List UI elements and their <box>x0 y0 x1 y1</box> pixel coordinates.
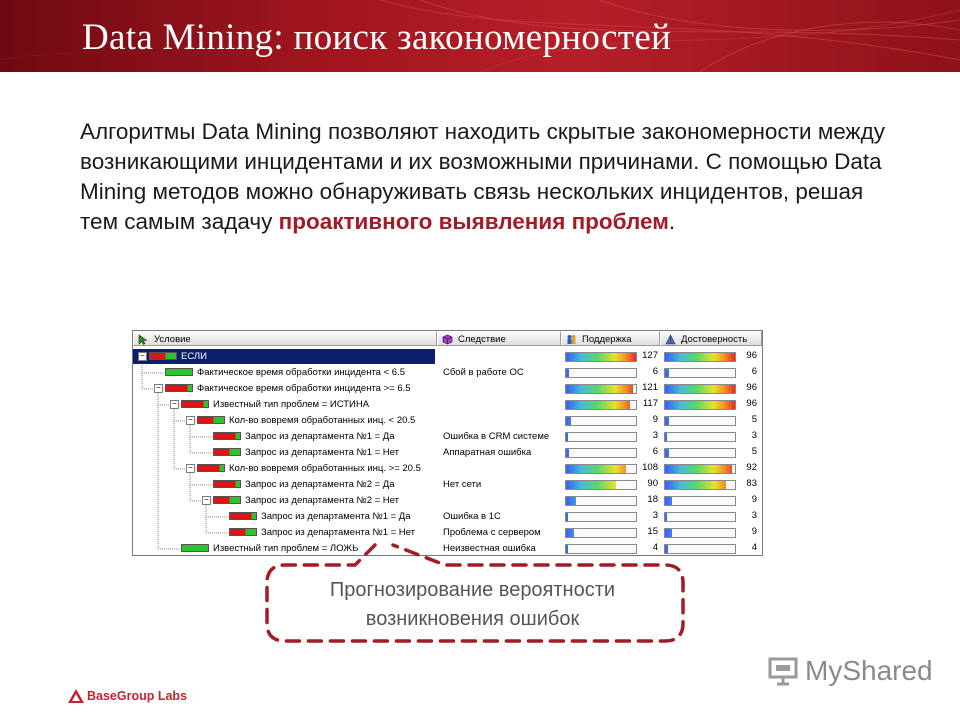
people-icon <box>566 334 577 345</box>
support-bar-fill <box>566 353 636 361</box>
collapse-toggle-icon[interactable]: − <box>170 400 179 409</box>
node-class-bar <box>165 368 193 376</box>
confidence-cell <box>662 510 759 522</box>
myshared-text: MyShared <box>805 655 933 686</box>
confidence-value: 3 <box>751 510 757 521</box>
condition-label: Запрос из департамента №1 = Да <box>261 511 411 522</box>
confidence-bar <box>664 416 736 426</box>
collapse-toggle-icon[interactable]: − <box>138 352 147 361</box>
node-class-bar <box>181 400 209 408</box>
node-class-bar <box>213 432 241 440</box>
myshared-watermark <box>768 652 933 692</box>
confidence-bar <box>664 368 736 378</box>
node-class-bar <box>149 352 177 360</box>
confidence-cell <box>662 366 759 378</box>
consequence-cell: Проблема с сервером <box>443 527 541 538</box>
support-bar <box>565 496 637 506</box>
condition-label: Кол-во вовремя обработанных инц. < 20.5 <box>229 415 416 426</box>
support-cell <box>563 366 660 378</box>
condition-cell[interactable] <box>133 381 435 396</box>
column-label-confidence: Достоверность <box>681 334 748 345</box>
consequence-cell: Сбой в работе ОС <box>443 367 524 378</box>
confidence-bar-fill <box>665 513 667 521</box>
support-value: 18 <box>647 494 658 505</box>
condition-cell[interactable] <box>133 509 435 524</box>
callout-text: Прогнозирование вероятности возникновения ошибок <box>329 579 616 630</box>
support-cell <box>563 414 660 426</box>
table-row[interactable] <box>133 380 762 396</box>
support-bar-fill <box>566 449 569 457</box>
confidence-cell <box>662 478 759 490</box>
support-bar <box>565 368 637 378</box>
support-bar-fill <box>566 481 616 489</box>
confidence-value: 96 <box>746 398 757 409</box>
confidence-cell <box>662 398 759 410</box>
support-bar-fill <box>566 385 633 393</box>
pyramid-icon <box>665 334 676 345</box>
presentation-screen-icon <box>768 656 802 686</box>
confidence-bar-fill <box>665 353 735 361</box>
confidence-bar-fill <box>665 385 735 393</box>
support-bar <box>565 432 637 442</box>
condition-label: Запрос из департамента №1 = Нет <box>261 527 415 538</box>
confidence-bar <box>664 480 736 490</box>
support-cell <box>563 350 660 362</box>
confidence-value: 96 <box>746 382 757 393</box>
consequence-cell: Ошибка в 1С <box>443 511 501 522</box>
node-class-bar <box>197 464 225 472</box>
intro-text: Алгоритмы Data Mining позволяют находить скрытые закономерности между возникающими инцидентами и их возможными причинами. С помощью Data Mining методов можно обнаруживать связь нескольких инцидентов, решая тем самым задачу <box>80 119 885 234</box>
condition-cell[interactable] <box>133 445 435 460</box>
support-value: 127 <box>642 350 658 361</box>
condition-cell[interactable] <box>133 477 435 492</box>
node-class-bar <box>229 512 257 520</box>
condition-cell[interactable] <box>133 365 435 380</box>
footer-logo-text: BaseGroup Labs <box>87 689 188 703</box>
title-banner <box>0 0 960 72</box>
support-bar <box>565 448 637 458</box>
condition-label: Фактическое время обработки инцидента >= 6.5 <box>197 383 411 394</box>
column-label-consequence: Следствие <box>458 334 506 345</box>
consequence-cell <box>443 397 561 412</box>
table-row[interactable] <box>133 460 762 476</box>
table-row[interactable] <box>133 412 762 428</box>
support-value: 3 <box>652 430 658 441</box>
support-value: 117 <box>642 398 658 409</box>
consequence-cell <box>443 493 561 508</box>
condition-label: Запрос из департамента №1 = Нет <box>245 447 399 458</box>
slide-title: Data Mining: поиск закономерностей <box>82 17 672 58</box>
collapse-toggle-icon[interactable]: − <box>154 384 163 393</box>
collapse-toggle-icon[interactable]: − <box>202 496 211 505</box>
support-bar-fill <box>566 433 568 441</box>
support-bar <box>565 416 637 426</box>
support-value: 6 <box>652 366 658 377</box>
confidence-cell <box>662 430 759 442</box>
confidence-bar-fill <box>665 401 735 409</box>
support-value: 6 <box>652 446 658 457</box>
condition-cell[interactable] <box>133 349 435 364</box>
confidence-bar <box>664 384 736 394</box>
table-row[interactable] <box>133 428 762 444</box>
condition-label: Запрос из департамента №1 = Да <box>245 431 395 442</box>
consequence-cell: Неизвестная ошибка <box>443 543 536 554</box>
support-cell <box>563 382 660 394</box>
intro-highlight: проактивного выявления проблем <box>278 209 669 234</box>
confidence-bar <box>664 512 736 522</box>
condition-label: Запрос из департамента №2 = Нет <box>245 495 399 506</box>
consequence-cell <box>443 381 561 396</box>
table-row[interactable] <box>133 476 762 492</box>
cube-icon <box>442 334 453 345</box>
table-row[interactable] <box>133 508 762 524</box>
confidence-bar-fill <box>665 417 669 425</box>
support-value: 108 <box>642 462 658 473</box>
column-header-consequence[interactable] <box>437 331 561 346</box>
table-header <box>133 331 762 348</box>
confidence-cell <box>662 462 759 474</box>
support-cell <box>563 494 660 506</box>
node-class-bar <box>229 528 257 536</box>
consequence-cell <box>443 461 561 476</box>
support-bar-fill <box>566 369 569 377</box>
support-bar-fill <box>566 513 568 521</box>
confidence-cell <box>662 414 759 426</box>
confidence-cell <box>662 350 759 362</box>
condition-cell[interactable] <box>133 461 435 476</box>
consequence-cell <box>443 349 561 364</box>
support-cell <box>563 446 660 458</box>
column-header-condition[interactable] <box>133 331 437 346</box>
condition-cell[interactable] <box>133 493 435 508</box>
condition-label: Известный тип проблем = ИСТИНА <box>213 399 370 410</box>
support-bar-fill <box>566 401 630 409</box>
consequence-cell: Нет сети <box>443 479 482 490</box>
column-header-confidence[interactable] <box>660 331 762 346</box>
column-header-support[interactable] <box>561 331 660 346</box>
column-label-support: Поддержка <box>582 334 632 345</box>
support-bar <box>565 480 637 490</box>
condition-cell[interactable] <box>133 397 435 412</box>
confidence-value: 92 <box>746 462 757 473</box>
table-row[interactable] <box>133 396 762 412</box>
support-value: 4 <box>652 542 658 553</box>
confidence-bar <box>664 464 736 474</box>
collapse-toggle-icon[interactable]: − <box>186 464 195 473</box>
intro-end: . <box>668 209 676 234</box>
support-bar-fill <box>566 465 626 473</box>
confidence-value: 5 <box>751 414 757 425</box>
condition-label: Фактическое время обработки инцидента < 6.5 <box>197 367 406 378</box>
support-bar <box>565 400 637 410</box>
table-body <box>133 348 762 555</box>
support-value: 9 <box>652 414 658 425</box>
support-cell <box>563 462 660 474</box>
confidence-cell <box>662 494 759 506</box>
collapse-toggle-icon[interactable]: − <box>186 416 195 425</box>
condition-label: Кол-во вовремя обработанных инц. >= 20.5 <box>229 463 421 474</box>
consequence-cell <box>443 413 561 428</box>
cursor-arrow-icon <box>138 334 149 345</box>
support-cell <box>563 430 660 442</box>
confidence-value: 3 <box>751 430 757 441</box>
confidence-cell <box>662 446 759 458</box>
confidence-bar-fill <box>665 369 669 377</box>
confidence-bar <box>664 352 736 362</box>
support-bar-fill <box>566 497 576 505</box>
support-bar <box>565 464 637 474</box>
support-cell <box>563 510 660 522</box>
condition-label: Запрос из департамента №2 = Да <box>245 479 395 490</box>
confidence-value: 96 <box>746 350 757 361</box>
confidence-bar <box>664 432 736 442</box>
table-row[interactable] <box>133 444 762 460</box>
support-cell <box>563 398 660 410</box>
decision-tree-table <box>132 330 763 556</box>
confidence-bar <box>664 496 736 506</box>
confidence-bar-fill <box>665 433 667 441</box>
node-class-bar <box>181 544 209 552</box>
support-value: 3 <box>652 510 658 521</box>
confidence-bar <box>664 400 736 410</box>
support-value: 121 <box>642 382 658 393</box>
table-row[interactable] <box>133 348 762 364</box>
table-row[interactable] <box>133 492 762 508</box>
support-bar-fill <box>566 417 571 425</box>
triangle-logo-icon <box>68 689 84 703</box>
confidence-value: 83 <box>746 478 757 489</box>
support-bar <box>565 384 637 394</box>
confidence-value: 5 <box>751 446 757 457</box>
condition-label: ЕСЛИ <box>181 351 207 362</box>
table-row[interactable] <box>133 364 762 380</box>
confidence-value: 4 <box>751 542 757 553</box>
node-class-bar <box>165 384 193 392</box>
node-class-bar <box>213 480 241 488</box>
confidence-bar-fill <box>665 465 732 473</box>
column-label-condition: Условие <box>154 334 191 345</box>
confidence-value: 9 <box>751 494 757 505</box>
confidence-bar-fill <box>665 497 672 505</box>
node-class-bar <box>197 416 225 424</box>
confidence-bar <box>664 448 736 458</box>
confidence-cell <box>662 382 759 394</box>
confidence-value: 6 <box>751 366 757 377</box>
condition-label: Известный тип проблем = ЛОЖЬ <box>213 543 359 554</box>
confidence-bar-fill <box>665 449 669 457</box>
consequence-cell: Аппаратная ошибка <box>443 447 532 458</box>
support-value: 15 <box>647 526 658 537</box>
support-bar <box>565 352 637 362</box>
condition-cell[interactable] <box>133 413 435 428</box>
node-class-bar <box>213 496 241 504</box>
consequence-cell: Ошибка в CRM системе <box>443 431 550 442</box>
support-bar <box>565 512 637 522</box>
confidence-bar-fill <box>665 481 726 489</box>
support-value: 90 <box>647 478 658 489</box>
intro-paragraph <box>80 117 900 237</box>
node-class-bar <box>213 448 241 456</box>
support-cell <box>563 478 660 490</box>
condition-cell[interactable] <box>133 429 435 444</box>
confidence-value: 9 <box>751 526 757 537</box>
